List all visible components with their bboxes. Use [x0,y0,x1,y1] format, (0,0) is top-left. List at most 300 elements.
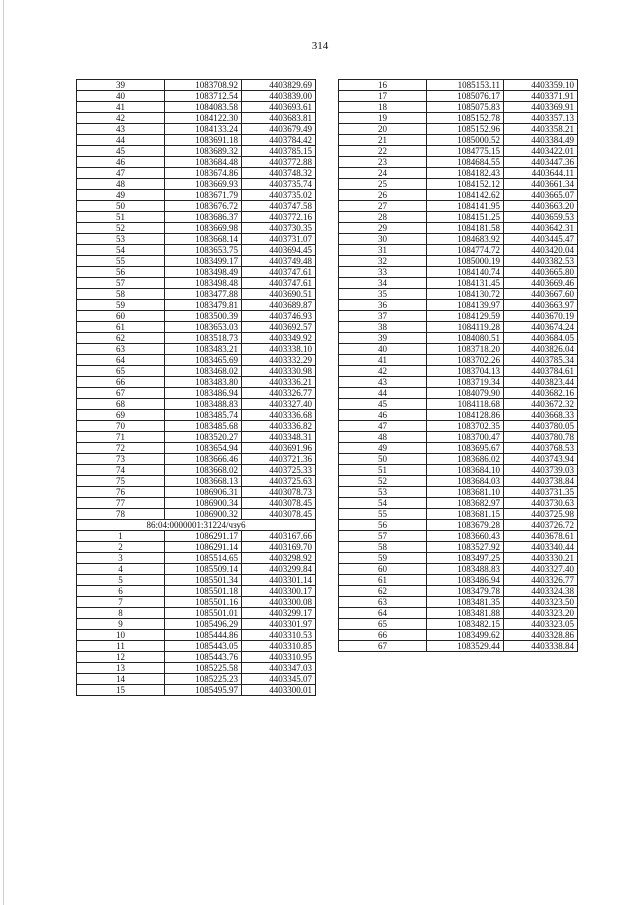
table-row [339,575,578,586]
table-row [339,168,578,179]
point-number-cell: 42 [77,113,165,124]
x-coordinate-cell: 1083689.32 [165,146,242,157]
table-row [339,289,578,300]
x-coordinate-cell: 1083483.80 [165,377,242,388]
table-row [77,476,316,487]
table-row [339,102,578,113]
y-coordinate-cell: 4403332.29 [242,355,316,366]
point-number-cell: 66 [77,377,165,388]
point-number-cell: 64 [77,355,165,366]
table-row [77,212,316,223]
x-coordinate-cell: 1084130.72 [427,289,504,300]
x-coordinate-cell: 1083682.97 [427,498,504,509]
x-coordinate-cell: 1085000.52 [427,135,504,146]
x-coordinate-cell: 1083654.94 [165,443,242,454]
table-row [77,663,316,674]
x-coordinate-cell: 1083719.34 [427,377,504,388]
x-coordinate-cell: 1083684.10 [427,465,504,476]
x-coordinate-cell: 1085514.65 [165,553,242,564]
point-number-cell: 74 [77,465,165,476]
y-coordinate-cell: 4403323.50 [504,597,578,608]
x-coordinate-cell: 1083712.54 [165,91,242,102]
x-coordinate-cell: 1083500.39 [165,311,242,322]
point-number-cell: 60 [77,311,165,322]
x-coordinate-cell: 1083479.81 [165,300,242,311]
table-row [77,91,316,102]
table-row [77,553,316,564]
x-coordinate-cell: 1085501.16 [165,597,242,608]
x-coordinate-cell: 1083681.15 [427,509,504,520]
y-coordinate-cell: 4403661.34 [504,179,578,190]
y-coordinate-cell: 4403672.32 [504,399,578,410]
x-coordinate-cell: 1084128.86 [427,410,504,421]
x-coordinate-cell: 1085076.17 [427,91,504,102]
table-row [339,454,578,465]
table-row [339,553,578,564]
y-coordinate-cell: 4403323.05 [504,619,578,630]
y-coordinate-cell: 4403347.03 [242,663,316,674]
x-coordinate-cell: 1085225.23 [165,674,242,685]
point-number-cell: 33 [339,267,427,278]
y-coordinate-cell: 4403725.63 [242,476,316,487]
table-row [77,487,316,498]
cadastral-section-label: 86:04:0000001:31224/чзу6 [77,520,316,531]
y-coordinate-cell: 4403298.92 [242,553,316,564]
point-number-cell: 57 [77,278,165,289]
point-number-cell: 67 [339,641,427,652]
y-coordinate-cell: 4403839.00 [242,91,316,102]
y-coordinate-cell: 4403665.80 [504,267,578,278]
point-number-cell: 54 [339,498,427,509]
y-coordinate-cell: 4403447.36 [504,157,578,168]
x-coordinate-cell: 1084118.68 [427,399,504,410]
point-number-cell: 4 [77,564,165,575]
table-row [77,333,316,344]
table-row [339,608,578,619]
point-number-cell: 10 [77,630,165,641]
x-coordinate-cell: 1083481.88 [427,608,504,619]
y-coordinate-cell: 4403780.05 [504,421,578,432]
point-number-cell: 50 [77,201,165,212]
x-coordinate-cell: 1084142.62 [427,190,504,201]
x-coordinate-cell: 1085443.76 [165,652,242,663]
table-row [77,278,316,289]
y-coordinate-cell: 4403738.84 [504,476,578,487]
x-coordinate-cell: 1085496.29 [165,619,242,630]
table-row [77,113,316,124]
table-row [339,278,578,289]
y-coordinate-cell: 4403659.53 [504,212,578,223]
x-coordinate-cell: 1083527.92 [427,542,504,553]
y-coordinate-cell: 4403382.53 [504,256,578,267]
y-coordinate-cell: 4403371.91 [504,91,578,102]
y-coordinate-cell: 4403336.68 [242,410,316,421]
y-coordinate-cell: 4403301.14 [242,575,316,586]
point-number-cell: 17 [339,91,427,102]
table-row [77,586,316,597]
x-coordinate-cell: 1083676.72 [165,201,242,212]
x-coordinate-cell: 1083668.02 [165,465,242,476]
x-coordinate-cell: 1083499.17 [165,256,242,267]
point-number-cell: 78 [77,509,165,520]
x-coordinate-cell: 1085501.01 [165,608,242,619]
x-coordinate-cell: 1083668.14 [165,234,242,245]
x-coordinate-cell: 1083481.35 [427,597,504,608]
x-coordinate-cell: 1083679.28 [427,520,504,531]
y-coordinate-cell: 4403330.21 [504,553,578,564]
x-coordinate-cell: 1083477.88 [165,289,242,300]
table-row [77,135,316,146]
point-number-cell: 65 [339,619,427,630]
point-number-cell: 1 [77,531,165,542]
table-row [77,531,316,542]
y-coordinate-cell: 4403692.57 [242,322,316,333]
point-number-cell: 59 [339,553,427,564]
point-number-cell: 56 [77,267,165,278]
x-coordinate-cell: 1085075.83 [427,102,504,113]
table-row [77,245,316,256]
x-coordinate-cell: 1083669.98 [165,223,242,234]
table-row [339,124,578,135]
point-number-cell: 11 [77,641,165,652]
point-number-cell: 52 [339,476,427,487]
point-number-cell: 55 [77,256,165,267]
point-number-cell: 32 [339,256,427,267]
y-coordinate-cell: 4403340.44 [504,542,578,553]
x-coordinate-cell: 1084775.15 [427,146,504,157]
point-number-cell: 9 [77,619,165,630]
table-row [339,300,578,311]
x-coordinate-cell: 1083695.67 [427,443,504,454]
table-row [339,135,578,146]
point-number-cell: 61 [77,322,165,333]
y-coordinate-cell: 4403679.49 [242,124,316,135]
point-number-cell: 48 [339,432,427,443]
table-row [77,509,316,520]
table-row [339,476,578,487]
x-coordinate-cell: 1083660.43 [427,531,504,542]
table-row [77,575,316,586]
point-number-cell: 63 [339,597,427,608]
table-row [77,674,316,685]
y-coordinate-cell: 4403324.38 [504,586,578,597]
table-row [339,641,578,652]
table-row [77,311,316,322]
x-coordinate-cell: 1083520.27 [165,432,242,443]
table-row [339,520,578,531]
table-row [339,597,578,608]
x-coordinate-cell: 1086291.14 [165,542,242,553]
table-row [339,619,578,630]
point-number-cell: 49 [77,190,165,201]
point-number-cell: 16 [339,80,427,91]
table-row [77,80,316,91]
x-coordinate-cell: 1083681.10 [427,487,504,498]
table-row [77,355,316,366]
table-row [77,454,316,465]
x-coordinate-cell: 1084080.51 [427,333,504,344]
x-coordinate-cell: 1083479.78 [427,586,504,597]
point-number-cell: 2 [77,542,165,553]
table-row [339,311,578,322]
x-coordinate-cell: 1083668.13 [165,476,242,487]
point-number-cell: 5 [77,575,165,586]
table-row [339,223,578,234]
table-row [339,432,578,443]
table-row [77,608,316,619]
point-number-cell: 52 [77,223,165,234]
y-coordinate-cell: 4403731.35 [504,487,578,498]
table-row [77,234,316,245]
x-coordinate-cell: 1083468.02 [165,366,242,377]
point-number-cell: 31 [339,245,427,256]
x-coordinate-cell: 1086900.32 [165,509,242,520]
y-coordinate-cell: 4403663.20 [504,201,578,212]
table-row [77,223,316,234]
table-row [339,465,578,476]
y-coordinate-cell: 4403301.97 [242,619,316,630]
x-coordinate-cell: 1084140.74 [427,267,504,278]
x-coordinate-cell: 1085444.86 [165,630,242,641]
x-coordinate-cell: 1084683.92 [427,234,504,245]
x-coordinate-cell: 1083684.03 [427,476,504,487]
x-coordinate-cell: 1084684.55 [427,157,504,168]
y-coordinate-cell: 4403730.35 [242,223,316,234]
point-number-cell: 29 [339,223,427,234]
x-coordinate-cell: 1083704.13 [427,366,504,377]
x-coordinate-cell: 1083671.79 [165,190,242,201]
table-row [339,179,578,190]
x-coordinate-cell: 1083666.46 [165,454,242,465]
x-coordinate-cell: 1083708.92 [165,80,242,91]
x-coordinate-cell: 1083653.75 [165,245,242,256]
y-coordinate-cell: 4403323.20 [504,608,578,619]
point-number-cell: 14 [77,674,165,685]
point-number-cell: 57 [339,531,427,542]
x-coordinate-cell: 1084079.90 [427,388,504,399]
table-row [77,597,316,608]
point-number-cell: 18 [339,102,427,113]
table-row [339,80,578,91]
y-coordinate-cell: 4403358.21 [504,124,578,135]
point-number-cell: 51 [339,465,427,476]
table-row [77,344,316,355]
y-coordinate-cell: 4403422.01 [504,146,578,157]
x-coordinate-cell: 1083702.26 [427,355,504,366]
y-coordinate-cell: 4403359.10 [504,80,578,91]
point-number-cell: 26 [339,190,427,201]
y-coordinate-cell: 4403078.45 [242,498,316,509]
y-coordinate-cell: 4403785.15 [242,146,316,157]
x-coordinate-cell: 1084083.58 [165,102,242,113]
table-row [339,388,578,399]
point-number-cell: 51 [77,212,165,223]
point-number-cell: 72 [77,443,165,454]
y-coordinate-cell: 4403345.07 [242,674,316,685]
x-coordinate-cell: 1083485.74 [165,410,242,421]
x-coordinate-cell: 1085501.34 [165,575,242,586]
table-row [339,366,578,377]
y-coordinate-cell: 4403725.98 [504,509,578,520]
x-coordinate-cell: 1083488.83 [165,399,242,410]
point-number-cell: 47 [77,168,165,179]
x-coordinate-cell: 1086906.31 [165,487,242,498]
y-coordinate-cell: 4403669.46 [504,278,578,289]
table-row [77,432,316,443]
table-row [77,498,316,509]
table-row [339,399,578,410]
table-row [339,91,578,102]
point-number-cell: 38 [339,322,427,333]
table-row [77,179,316,190]
point-number-cell: 46 [339,410,427,421]
table-row [77,641,316,652]
table-row [77,300,316,311]
table-row [77,377,316,388]
x-coordinate-cell: 1083686.02 [427,454,504,465]
x-coordinate-cell: 1085000.19 [427,256,504,267]
table-row [77,410,316,421]
y-coordinate-cell: 4403670.19 [504,311,578,322]
table-row [339,344,578,355]
table-row [339,630,578,641]
x-coordinate-cell: 1083674.86 [165,168,242,179]
y-coordinate-cell: 4403730.63 [504,498,578,509]
y-coordinate-cell: 4403300.08 [242,597,316,608]
page-number: 314 [311,40,329,52]
point-number-cell: 41 [77,102,165,113]
x-coordinate-cell: 1083653.03 [165,322,242,333]
x-coordinate-cell: 1083702.35 [427,421,504,432]
x-coordinate-cell: 1083718.20 [427,344,504,355]
table-row [77,465,316,476]
x-coordinate-cell: 1084119.28 [427,322,504,333]
point-number-cell: 43 [339,377,427,388]
table-row [77,388,316,399]
point-number-cell: 49 [339,443,427,454]
coordinates-table-left [76,79,316,696]
y-coordinate-cell: 4403420.04 [504,245,578,256]
y-coordinate-cell: 4403674.24 [504,322,578,333]
y-coordinate-cell: 4403299.84 [242,564,316,575]
y-coordinate-cell: 4403310.95 [242,652,316,663]
x-coordinate-cell: 1083486.94 [165,388,242,399]
y-coordinate-cell: 4403336.21 [242,377,316,388]
y-coordinate-cell: 4403726.72 [504,520,578,531]
point-number-cell: 30 [339,234,427,245]
point-number-cell: 13 [77,663,165,674]
y-coordinate-cell: 4403330.98 [242,366,316,377]
table-row [339,586,578,597]
point-number-cell: 69 [77,410,165,421]
table-row [339,509,578,520]
y-coordinate-cell: 4403725.33 [242,465,316,476]
point-number-cell: 75 [77,476,165,487]
table-row [77,443,316,454]
table-row [77,289,316,300]
table-row [77,201,316,212]
point-number-cell: 40 [339,344,427,355]
point-number-cell: 19 [339,113,427,124]
table-row [339,410,578,421]
table-row [339,564,578,575]
point-number-cell: 50 [339,454,427,465]
x-coordinate-cell: 1085501.18 [165,586,242,597]
y-coordinate-cell: 4403784.42 [242,135,316,146]
y-coordinate-cell: 4403644.11 [504,168,578,179]
point-number-cell: 3 [77,553,165,564]
x-coordinate-cell: 1084181.58 [427,223,504,234]
point-number-cell: 36 [339,300,427,311]
y-coordinate-cell: 4403328.86 [504,630,578,641]
y-coordinate-cell: 4403078.45 [242,509,316,520]
y-coordinate-cell: 4403327.40 [504,564,578,575]
point-number-cell: 77 [77,498,165,509]
x-coordinate-cell: 1083691.18 [165,135,242,146]
y-coordinate-cell: 4403748.32 [242,168,316,179]
y-coordinate-cell: 4403078.73 [242,487,316,498]
x-coordinate-cell: 1083499.62 [427,630,504,641]
y-coordinate-cell: 4403310.85 [242,641,316,652]
y-coordinate-cell: 4403300.01 [242,685,316,696]
point-number-cell: 7 [77,597,165,608]
y-coordinate-cell: 4403338.84 [504,641,578,652]
y-coordinate-cell: 4403665.07 [504,190,578,201]
point-number-cell: 76 [77,487,165,498]
table-row [77,421,316,432]
y-coordinate-cell: 4403338.10 [242,344,316,355]
x-coordinate-cell: 1083486.94 [427,575,504,586]
point-number-cell: 60 [339,564,427,575]
x-coordinate-cell: 1085443.05 [165,641,242,652]
y-coordinate-cell: 4403369.91 [504,102,578,113]
point-number-cell: 67 [77,388,165,399]
y-coordinate-cell: 4403310.53 [242,630,316,641]
y-coordinate-cell: 4403684.05 [504,333,578,344]
table-row [339,542,578,553]
x-coordinate-cell: 1083700.47 [427,432,504,443]
table-row [339,322,578,333]
table-row [339,113,578,124]
table-row [339,212,578,223]
table-row [339,267,578,278]
y-coordinate-cell: 4403445.47 [504,234,578,245]
y-coordinate-cell: 4403693.61 [242,102,316,113]
point-number-cell: 27 [339,201,427,212]
x-coordinate-cell: 1083483.21 [165,344,242,355]
point-number-cell: 40 [77,91,165,102]
point-number-cell: 39 [339,333,427,344]
table-row [339,234,578,245]
y-coordinate-cell: 4403747.61 [242,278,316,289]
x-coordinate-cell: 1083485.68 [165,421,242,432]
table-row [339,157,578,168]
point-number-cell: 65 [77,366,165,377]
point-number-cell: 8 [77,608,165,619]
x-coordinate-cell: 1083529.44 [427,641,504,652]
point-number-cell: 24 [339,168,427,179]
point-number-cell: 35 [339,289,427,300]
x-coordinate-cell: 1084139.97 [427,300,504,311]
y-coordinate-cell: 4403823.44 [504,377,578,388]
y-coordinate-cell: 4403663.97 [504,300,578,311]
point-number-cell: 53 [339,487,427,498]
point-number-cell: 54 [77,245,165,256]
x-coordinate-cell: 1084131.45 [427,278,504,289]
table-row [77,399,316,410]
point-number-cell: 73 [77,454,165,465]
point-number-cell: 56 [339,520,427,531]
